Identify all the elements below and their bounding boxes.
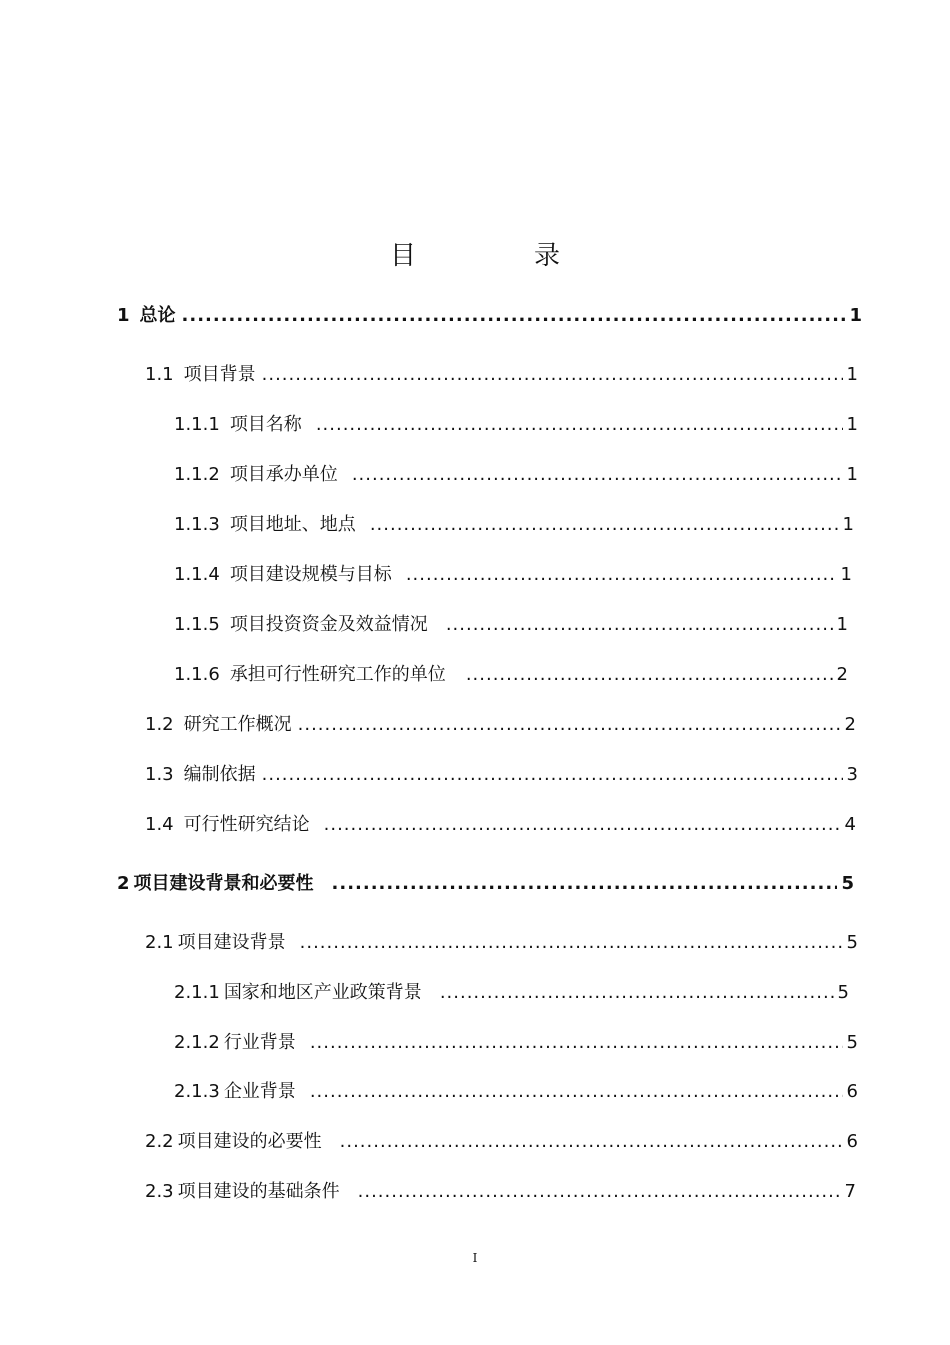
toc-entry-1-1[interactable]	[145, 362, 858, 388]
toc-leader	[406, 562, 837, 588]
toc-entry-2-1-3[interactable]	[174, 1079, 858, 1105]
toc-entry-1-1-4[interactable]	[174, 562, 852, 588]
toc-leader	[446, 612, 833, 638]
toc-page: 1	[846, 464, 858, 485]
toc-label: 编制依据	[183, 764, 256, 785]
toc-number: 1.2	[145, 714, 174, 735]
toc-number: 1.3	[145, 764, 174, 785]
toc-number: 1.4	[145, 814, 174, 835]
toc-entry-1-1-1[interactable]	[174, 412, 858, 438]
toc-leader	[182, 303, 846, 329]
toc-label: 项目承办单位	[229, 464, 338, 485]
toc-label: 研究工作概况	[183, 714, 292, 735]
toc-page: 6	[846, 1131, 858, 1152]
toc-label: 承担可行性研究工作的单位	[229, 664, 446, 685]
toc-entry-1-3[interactable]	[145, 762, 858, 788]
toc-entry-2[interactable]	[117, 871, 854, 897]
toc-label: 项目地址、地点	[229, 514, 356, 535]
toc-number: 1.1.5	[174, 614, 220, 635]
toc-label: 总论	[139, 305, 176, 326]
footer-page-number: I	[472, 1251, 478, 1265]
toc-page: 5	[837, 982, 849, 1003]
toc-leader	[324, 812, 841, 838]
toc-entry-1-1-2[interactable]	[174, 462, 858, 488]
toc-leader	[298, 712, 841, 738]
toc-number: 1.1.4	[174, 564, 220, 585]
toc-page: 2	[844, 714, 856, 735]
toc-label: 项目建设背景	[177, 932, 286, 953]
toc-entry-1-1-5[interactable]	[174, 612, 848, 638]
toc-page: 7	[844, 1181, 856, 1202]
toc-label: 项目投资资金及效益情况	[229, 614, 428, 635]
toc-number: 1.1	[145, 364, 174, 385]
toc-label: 项目建设规模与目标	[229, 564, 392, 585]
toc-page: 1	[846, 414, 858, 435]
toc-page: 1	[846, 364, 858, 385]
toc-page: 3	[846, 764, 858, 785]
toc-entry-2-1-1[interactable]	[174, 980, 849, 1006]
toc-entry-2-1-2[interactable]	[174, 1030, 858, 1056]
toc-number: 2	[117, 873, 130, 894]
toc-leader	[466, 662, 833, 688]
toc-page: 4	[844, 814, 856, 835]
toc-leader	[316, 412, 843, 438]
toc-page: 5	[846, 932, 858, 953]
toc-label: 项目建设背景和必要性	[133, 873, 314, 894]
page-title: 目 录	[389, 241, 606, 271]
toc-page: 1	[842, 514, 854, 535]
toc-page: 1	[849, 305, 862, 326]
toc-number: 2.1.1	[174, 982, 220, 1003]
toc-number: 2.1.2	[174, 1032, 220, 1053]
toc-leader	[332, 871, 838, 897]
toc-label: 行业背景	[223, 1032, 296, 1053]
toc-entry-1-2[interactable]	[145, 712, 856, 738]
toc-label: 国家和地区产业政策背景	[223, 982, 422, 1003]
toc-page: 6	[846, 1081, 858, 1102]
toc-leader	[352, 462, 843, 488]
toc-entry-1-1-6[interactable]	[174, 662, 848, 688]
toc-leader	[358, 1179, 841, 1205]
toc-number: 2.2	[145, 1131, 174, 1152]
toc-number: 1.1.3	[174, 514, 220, 535]
toc-label: 项目背景	[183, 364, 256, 385]
toc-entry-2-1[interactable]	[145, 930, 858, 956]
toc-entry-2-2[interactable]	[145, 1129, 858, 1155]
toc-number: 1.1.6	[174, 664, 220, 685]
toc-page: 2	[836, 664, 848, 685]
toc-label: 项目建设的基础条件	[177, 1181, 340, 1202]
toc-number: 1.1.2	[174, 464, 220, 485]
toc-page: 5	[846, 1032, 858, 1053]
toc-leader	[440, 980, 834, 1006]
toc-number: 1	[117, 305, 130, 326]
toc-number: 2.1.3	[174, 1081, 220, 1102]
toc-page: 5	[841, 873, 854, 894]
toc-number: 1.1.1	[174, 414, 220, 435]
toc-leader	[340, 1129, 843, 1155]
toc-entry-1-1-3[interactable]	[174, 512, 854, 538]
toc-number: 2.1	[145, 932, 174, 953]
toc-label: 项目名称	[229, 414, 302, 435]
toc-leader	[262, 762, 843, 788]
toc-number: 2.3	[145, 1181, 174, 1202]
toc-leader	[370, 512, 839, 538]
toc-page: 1	[840, 564, 852, 585]
toc-leader	[300, 930, 843, 956]
toc-leader	[310, 1079, 843, 1105]
toc-leader	[310, 1030, 843, 1056]
toc-label: 项目建设的必要性	[177, 1131, 322, 1152]
toc-leader	[262, 362, 843, 388]
toc-entry-1-4[interactable]	[145, 812, 856, 838]
toc-entry-2-3[interactable]	[145, 1179, 856, 1205]
toc-label: 可行性研究结论	[183, 814, 310, 835]
toc-label: 企业背景	[223, 1081, 296, 1102]
toc-page: 1	[836, 614, 848, 635]
toc-entry-1[interactable]	[117, 303, 862, 329]
